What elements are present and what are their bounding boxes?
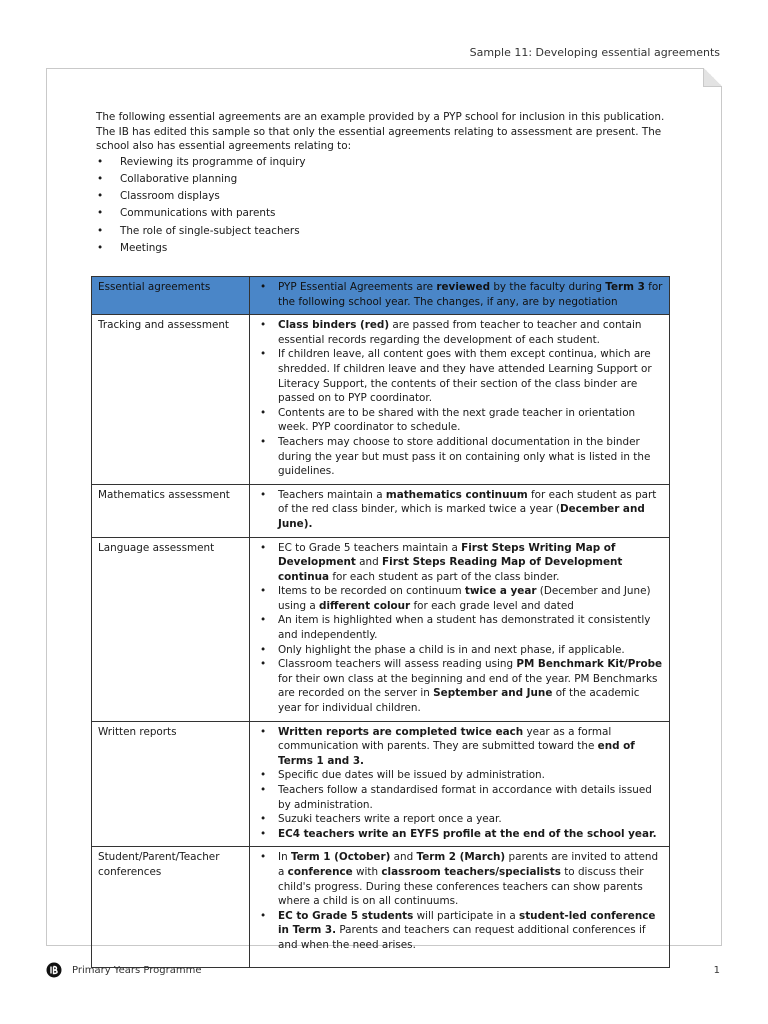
row-content-cell (250, 847, 670, 967)
row-content-cell (250, 537, 670, 721)
text-run: are passed from teacher to teacher and contain essential records regarding the development of each student. (278, 319, 642, 346)
bullet-item (256, 657, 663, 715)
bold-run: EC to Grade 5 students (278, 909, 414, 922)
bold-run: Term 3 (605, 281, 645, 293)
bullet-item: • Only highlight the phase a child is in and next phase, if applicable. (256, 643, 663, 658)
text-run: PYP Essential Agreements are (278, 281, 437, 293)
bold-run: different colour (319, 599, 411, 612)
footer-programme: Primary Years Programme (72, 965, 202, 976)
text-run: and (390, 851, 417, 864)
table-row-conferences (92, 847, 670, 967)
row-label-cell (92, 847, 250, 967)
text-run: will participate in a (413, 909, 520, 922)
intro-list-item: • Collaborative planning (96, 171, 671, 188)
row-label: Student/Parent/Teacher conferences (98, 851, 220, 878)
row-content-cell (250, 484, 670, 537)
bold-run: end of Terms 1 and 3. (278, 740, 635, 767)
row-label: Mathematics assessment (98, 488, 230, 501)
text-run: year as a formal communication with parents. They are submitted toward the (278, 725, 612, 753)
row-label: Language assessment (98, 541, 215, 554)
text-run: parents are invited to attend a (278, 851, 659, 878)
intro-list-item: • The role of single-subject teachers (96, 223, 671, 240)
intro-paragraph: The following essential agreements are an example provided by a PYP school for inclusion in this publication. The IB has edited this sample so that only the essential agreements relating to assessment are present. The school also has essential agreements relating to: (96, 111, 665, 153)
page-corner-fold (703, 68, 722, 87)
text-run: Items to be recorded on continuum (278, 585, 465, 598)
row-label: Written reports (98, 725, 177, 738)
bullet-item: • Suzuki teachers write a report once a year. (256, 812, 663, 827)
bullet-item (256, 725, 663, 769)
bullet-item: • An item is highlighted when a student has demonstrated it consistently and independently. (256, 613, 663, 642)
bold-run: student-led conference in Term 3. (278, 909, 656, 937)
header-label: Essential agreements (98, 281, 211, 293)
bullet-item: • Teachers follow a standardised format in accordance with details issued by administration. (256, 783, 663, 812)
text-run: with (352, 865, 382, 878)
text-run: for their own class at the beginning and end of the year. PM Benchmarks are recorded on the server in (278, 672, 658, 700)
text-run: (December and June) using a (278, 585, 651, 612)
table-row-language (92, 537, 670, 721)
bold-run: PM Benchmark Kit/Probe (516, 658, 663, 671)
row-content-cell (250, 721, 670, 847)
bullet-item: • Contents are to be shared with the next grade teacher in orientation week. PYP coordinator to schedule. (256, 406, 663, 435)
row-label-cell (92, 537, 250, 721)
text-run: for each student as part of the class binder. (329, 570, 560, 583)
intro-list-item: • Classroom displays (96, 188, 671, 205)
page-header-title: Sample 11: Developing essential agreements (469, 46, 720, 59)
bold-run: classroom teachers/specialists (381, 865, 561, 878)
row-label-cell (92, 484, 250, 537)
row-label-cell (92, 315, 250, 485)
bullet-item (256, 318, 663, 347)
bold-run: EC4 teachers write an EYFS profile at the end of the school year. (278, 827, 657, 840)
bold-run: mathematics continuum (385, 488, 528, 501)
bold-run: Term 1 (October) (290, 851, 391, 864)
row-label: Tracking and assessment (98, 319, 229, 332)
ib-logo-icon (46, 962, 62, 978)
intro-list-item: • Reviewing its programme of inquiry (96, 154, 671, 171)
intro-list (96, 154, 671, 257)
bold-run: Term 2 (March) (416, 851, 506, 864)
intro-section (96, 110, 671, 257)
bullet-item: • If children leave, all content goes with them except continua, which are shredded. If children leave and they have attended Learning Support or Literacy Support, the contents of their section of the class binder are passed on to PYP coordinator. (256, 347, 663, 405)
bullet-item (256, 850, 663, 908)
text-run: to discuss their child's progress. During these conferences teachers can show parents where a child is on all continuums. (278, 865, 644, 908)
bold-run: conference (287, 865, 353, 878)
bullet-item (256, 909, 663, 953)
text-run: Teachers maintain a (278, 488, 386, 501)
text-run: EC to Grade 5 teachers maintain a (278, 541, 462, 554)
bold-run: First Steps Reading Map of Development continua (278, 556, 623, 583)
row-label-cell (92, 721, 250, 847)
table-row-tracking (92, 315, 670, 485)
text-run: of the academic year for individual children. (278, 687, 640, 715)
table-header-row (92, 277, 670, 315)
bullet-item (256, 541, 663, 585)
header-content-cell (250, 277, 670, 315)
table-row-reports (92, 721, 670, 847)
text-run: In (278, 851, 291, 864)
intro-list-item: • Communications with parents (96, 205, 671, 222)
header-bullet (256, 280, 663, 309)
text-run: by the faculty during (490, 281, 606, 293)
bold-run: First Steps Writing Map of Development (278, 541, 616, 569)
bold-run: Written reports are completed twice each (278, 725, 524, 738)
row-content-cell (250, 315, 670, 485)
bold-run: December and June). (278, 503, 645, 530)
bullet-item (256, 488, 663, 532)
text-run: and (355, 556, 383, 569)
essential-agreements-table (91, 276, 670, 968)
bullet-item (256, 827, 663, 842)
bold-run: twice a year (464, 585, 537, 598)
bold-run: September and June (433, 687, 553, 700)
table-row-maths (92, 484, 670, 537)
text-run: for each grade level and dated (410, 599, 574, 612)
bullet-item: • Specific due dates will be issued by administration. (256, 768, 663, 783)
header-label-cell (92, 277, 250, 315)
page-number: 1 (713, 965, 720, 976)
text-run: for each student as part of the red class binder, which is marked twice a year ( (278, 488, 657, 516)
intro-list-item: • Meetings (96, 240, 671, 257)
bold-run: reviewed (436, 281, 491, 293)
bold-run: Class binders (red) (278, 319, 390, 332)
text-run: Classroom teachers will assess reading using (278, 658, 517, 671)
bullet-item (256, 584, 663, 613)
text-run: for the following school year. The changes, if any, are by negotiation (278, 281, 663, 308)
text-run: Parents and teachers can request additional conferences if and when the need arises. (278, 924, 646, 951)
bullet-item: • Teachers may choose to store additional documentation in the binder during the year but must pass it on containing only what is listed in the guidelines. (256, 435, 663, 479)
